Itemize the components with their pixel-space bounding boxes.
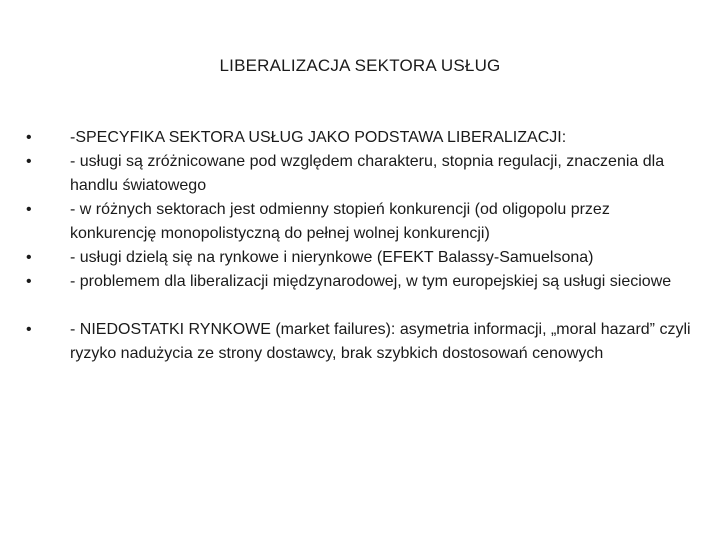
bullet-dot-icon: • (26, 129, 32, 146)
bullet-text: -SPECYFIKA SEKTORA USŁUG JAKO PODSTAWA LIBERALIZACJI: (70, 129, 567, 146)
bullet-dot-icon: • (26, 249, 32, 266)
bullet-dot-icon: • (26, 153, 32, 170)
bullet-item (26, 318, 698, 366)
bullet-text: - usługi są zróżnicowane pod względem charakteru, stopnia regulacji, znaczenia dla handlu światowego (70, 153, 665, 194)
bullet-item (26, 198, 698, 246)
slide-title: LIBERALIZACJA SEKTORA USŁUG (219, 56, 501, 75)
bullet-dot-icon: • (26, 321, 32, 338)
bullet-text: - w różnych sektorach jest odmienny stopień konkurencji (od oligopolu przez konkurencję monopolistyczną do pełnej wolnej konkurencji) (70, 201, 610, 242)
bullet-text: - problemem dla liberalizacji międzynarodowej, w tym europejskiej są usługi sieciowe (70, 273, 672, 290)
bullet-text: - NIEDOSTATKI RYNKOWE (market failures): asymetria informacji, „moral hazard” czyli ryzyko nadużycia ze strony dostawcy, brak szybkich dostosowań cenowych (70, 321, 691, 362)
bullet-item (26, 246, 698, 270)
bullet-item (26, 150, 698, 198)
bullet-dot-icon: • (26, 273, 32, 290)
bullet-item (26, 270, 698, 294)
bullet-list (26, 126, 698, 366)
bullet-dot-icon: • (26, 201, 32, 218)
bullet-item (26, 126, 698, 150)
bullet-text: - usługi dzielą się na rynkowe i nierynkowe (EFEKT Balassy-Samuelsona) (70, 249, 594, 266)
